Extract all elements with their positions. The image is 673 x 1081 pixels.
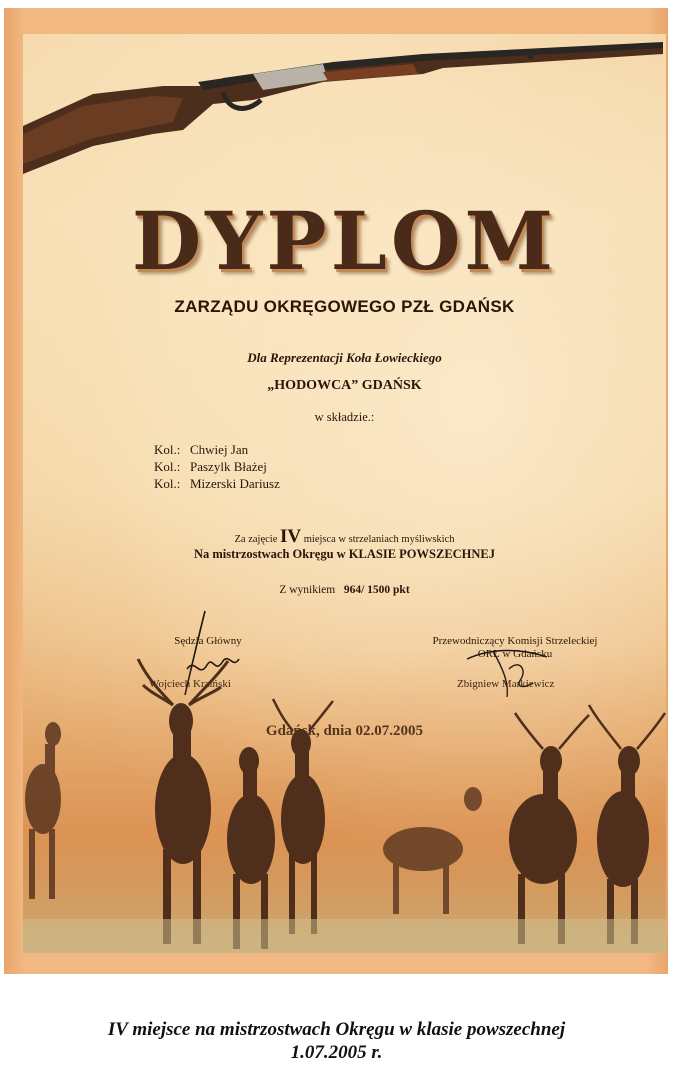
championship-line: Na mistrzostwach Okręgu w KLASIE POWSZECHNEJ bbox=[193, 547, 496, 561]
member-list bbox=[154, 441, 280, 492]
caption-line-1: IV miejsce na mistrzostwach Okręgu w klasie powszechnej bbox=[107, 1019, 566, 1040]
place-line: Za zajęcie IV miejsca w strzelaniach myśliwskich bbox=[234, 526, 455, 547]
organization-heading: ZARZĄDU OKRĘGOWEGO PZŁ GDAŃSK bbox=[174, 297, 515, 316]
caption-line-2: 1.07.2005 r. bbox=[290, 1042, 383, 1063]
shotgun-illustration bbox=[23, 34, 666, 204]
place-number: IV bbox=[279, 526, 302, 547]
diploma-paper bbox=[23, 34, 666, 953]
diploma-title: DYPLOM bbox=[131, 194, 558, 288]
club-name: „HODOWCA” GDAŃSK bbox=[267, 378, 422, 393]
score-value: 964/ 1500 pkt bbox=[343, 584, 410, 596]
score-line: Z wynikiem 964/ 1500 pkt bbox=[279, 584, 410, 596]
representation-line: Dla Reprezentacji Koła Łowieckiego bbox=[247, 350, 442, 365]
member-row: Kol.: Chwiej Jan bbox=[154, 442, 249, 457]
member-name: Mizerski Dariusz bbox=[190, 476, 280, 491]
member-row: Kol.: Paszylk Błażej bbox=[154, 459, 267, 474]
member-row: Kol.: Mizerski Dariusz bbox=[154, 476, 280, 491]
deer-herd-illustration bbox=[23, 649, 666, 953]
caption bbox=[0, 1018, 673, 1064]
member-name: Chwiej Jan bbox=[190, 442, 249, 457]
composition-label: w składzie.: bbox=[314, 410, 375, 424]
judge-title: Sędzia Główny bbox=[174, 635, 242, 647]
chair-title: Przewodniczący Komisji Strzeleckiej bbox=[432, 635, 598, 647]
member-name: Paszylk Błażej bbox=[190, 459, 267, 474]
